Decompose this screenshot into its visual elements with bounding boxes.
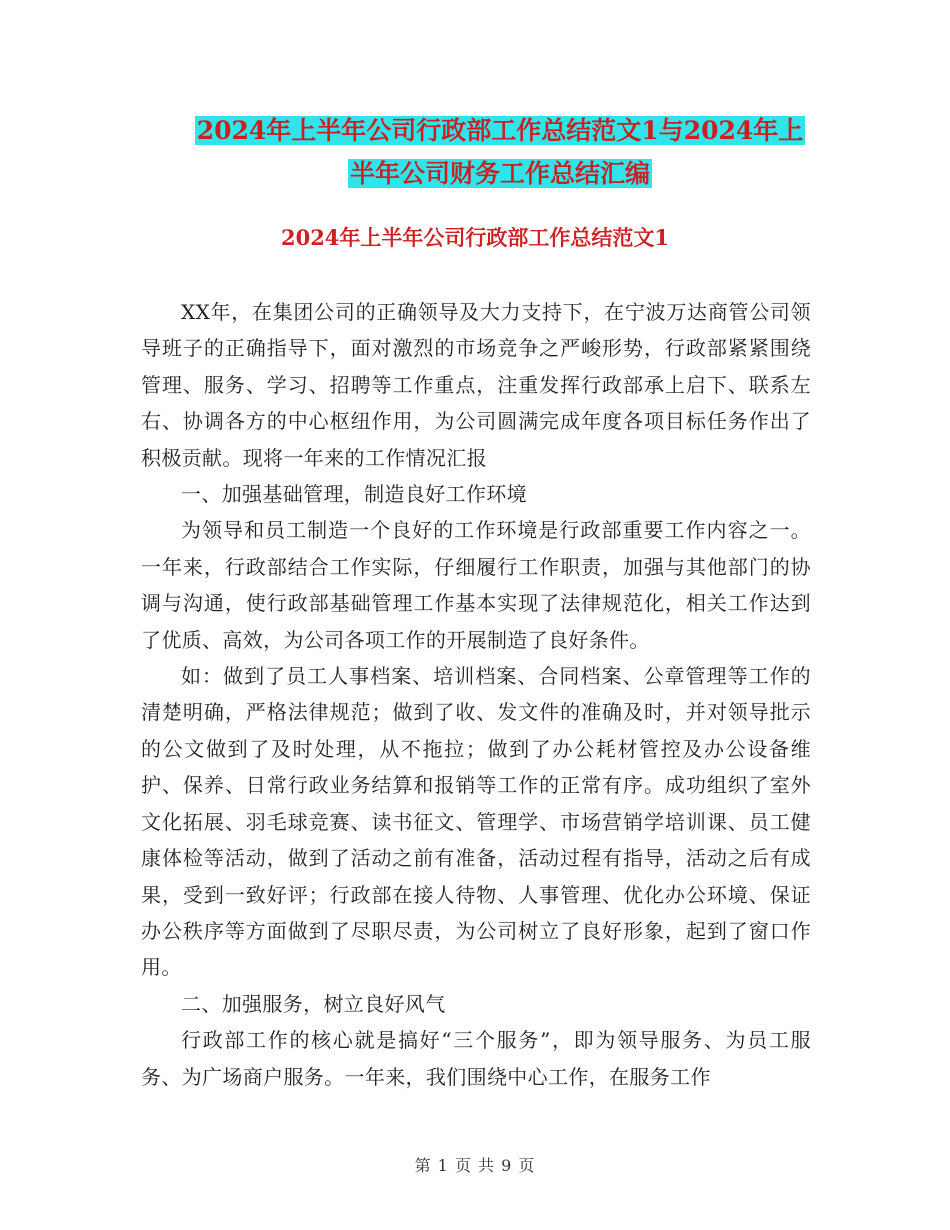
paragraph: 为领导和员工制造一个良好的工作环境是行政部重要工作内容之一。一年来，行政部结合工作实际，仔细履行工作职责，加强与其他部门的协调与沟通，使行政部基础管理工作基本实现了法律规范化，相关工作达到了优质、高效，为公司各项工作的开展制造了良好条件。 xyxy=(141,518,811,652)
heading-2: 二、加强服务，树立良好风气 xyxy=(181,991,446,1016)
paragraph: 如：做到了员工人事档案、培训档案、合同档案、公章管理等工作的清楚明确，严格法律规范；做到了收、发文件的准确及时，并对领导批示的公文做到了及时处理，从不拖拉；做到了办公耗材管控及办公设备维护、保养、日常行政业务结算和报销等工作的正常有序。成功组织了室外文化拓展、羽毛球竞赛、读书征文、管理学、市场营销学培训课、员工健康体检等活动，做到了活动之前有准备，活动过程有指导，活动之后有成果，受到一致好评；行政部在接人待物、人事管理、优化办公环境、保证办公秩序等方面做到了尽职尽责，为公司树立了良好形象，起到了窗口作用。 xyxy=(141,664,811,980)
document-body xyxy=(141,294,811,1095)
title-highlight: 2024年上半年公司行政部工作总结范文1与2024年上 xyxy=(196,116,804,145)
section-title: 2024年上半年公司行政部工作总结范文1 xyxy=(280,225,670,250)
page-number-footer: 第 1 页 共 9 页 xyxy=(414,1156,536,1175)
heading-1: 一、加强基础管理，制造良好工作环境 xyxy=(181,482,527,507)
title-highlight: 半年公司财务工作总结汇编 xyxy=(349,159,650,188)
paragraph: 行政部工作的核心就是搞好“三个服务”，即为领导服务、为员工服务、为广场商户服务。一年来，我们围绕中心工作，在服务工作 xyxy=(141,1028,811,1089)
paragraph-intro: XX年，在集团公司的正确领导及大力支持下，在宁波万达商管公司领导班子的正确指导下，面对激烈的市场竞争之严峻形势，行政部紧紧围绕管理、服务、学习、招聘等工作重点，注重发挥行政部承上启下、联系左右、协调各方的中心枢纽作用，为公司圆满完成年度各项目标任务作出了积极贡献。现将一年来的工作情况汇报 xyxy=(141,300,811,470)
document-title-line-2 xyxy=(130,156,870,192)
document-title-line-1 xyxy=(130,113,870,149)
